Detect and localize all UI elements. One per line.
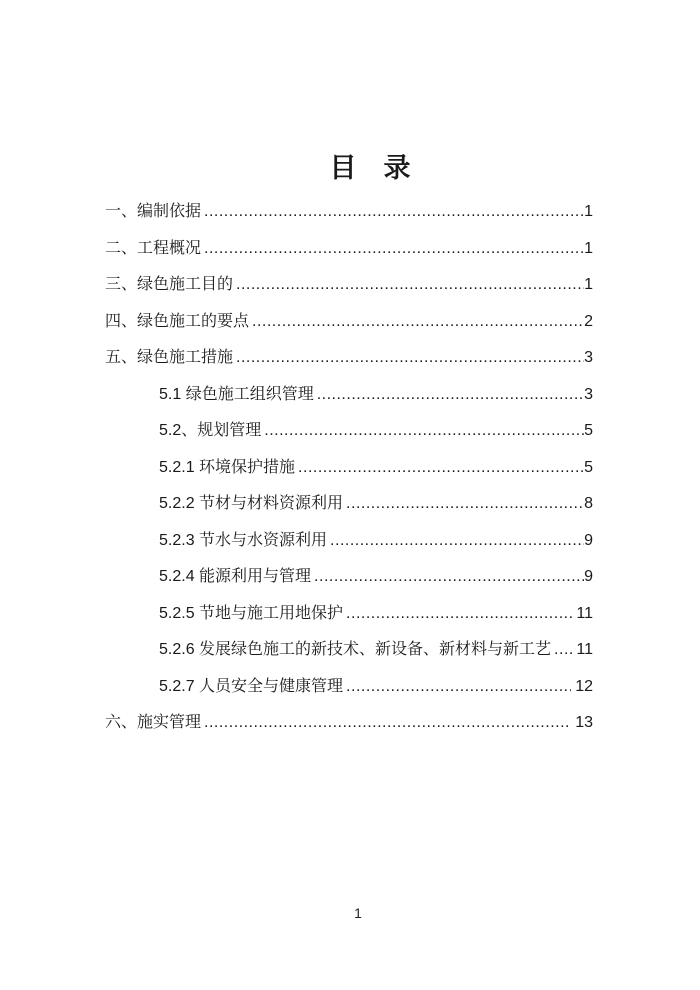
toc-entry[interactable] [105,632,593,669]
toc-entry[interactable] [105,559,593,596]
toc-entry-page: 1 [584,276,593,293]
table-of-contents [0,194,700,742]
toc-entry-page: 1 [584,203,593,220]
toc-entry[interactable] [105,377,593,414]
toc-entry[interactable] [105,194,593,231]
toc-entry[interactable] [105,413,593,450]
toc-entry[interactable] [105,523,593,560]
toc-entry-label: 五、绿色施工措施 [105,349,234,366]
toc-entry[interactable] [105,450,593,487]
toc-entry[interactable] [105,304,593,341]
toc-entry-page: 9 [584,531,593,549]
toc-entry-label: 三、绿色施工目的 [105,276,234,293]
toc-entry[interactable] [105,705,593,742]
toc-entry-page: 8 [584,495,593,512]
toc-entry[interactable] [105,340,593,377]
toc-entry-page: 5 [584,458,593,476]
toc-dot-leader [314,559,584,596]
toc-entry-label: 5.2.6 发展绿色施工的新技术、新设备、新材料与新工艺 [159,641,552,658]
toc-entry[interactable] [105,486,593,523]
page-title: 目 录 [329,153,411,183]
toc-entry-label: 5.2、规划管理 [159,422,262,439]
footer-page-number: 1 [354,905,362,921]
toc-entry-page: 11 [571,641,593,658]
toc-entry-page: 1 [584,239,593,257]
toc-entry-label: 5.2.3 节水与水资源利用 [159,531,328,549]
toc-entry-label: 5.2.5 节地与施工用地保护 [159,604,344,622]
toc-entry[interactable] [105,231,593,268]
toc-dot-leader [554,632,572,669]
toc-entry-page: 11 [571,604,593,622]
toc-entry-page: 3 [584,349,593,366]
toc-entry[interactable] [105,669,593,706]
toc-entry-page: 5 [584,422,593,439]
toc-dot-leader [204,705,571,742]
toc-dot-leader [346,486,584,523]
toc-dot-leader [204,231,584,268]
toc-entry-label: 5.2.4 能源利用与管理 [159,568,312,585]
toc-entry[interactable] [105,596,593,633]
toc-entry-page: 3 [584,385,593,403]
toc-entry-label: 六、施实管理 [105,714,202,731]
toc-entry[interactable] [105,267,593,304]
toc-dot-leader [330,523,584,560]
toc-entry-page: 9 [584,568,593,585]
toc-entry-label: 二、工程概况 [105,239,202,257]
toc-dot-leader [236,340,584,377]
toc-entry-page: 13 [570,714,593,731]
toc-dot-leader [317,377,584,414]
toc-entry-label: 5.2.7 人员安全与健康管理 [159,677,344,695]
toc-entry-label: 5.2.2 节材与材料资源利用 [159,495,344,512]
toc-entry-label: 5.1 绿色施工组织管理 [159,385,314,403]
toc-dot-leader [298,450,584,487]
toc-dot-leader [236,267,584,304]
toc-entry-page: 2 [584,312,593,330]
toc-dot-leader [204,194,584,231]
toc-entry-label: 5.2.1 环境保护措施 [159,458,296,476]
toc-entry-page: 12 [570,677,593,695]
toc-entry-label: 一、编制依据 [105,203,202,220]
toc-entry-label: 四、绿色施工的要点 [105,312,250,330]
toc-dot-leader [264,413,584,450]
toc-dot-leader [252,304,584,341]
toc-dot-leader [346,596,572,633]
toc-dot-leader [346,669,571,706]
